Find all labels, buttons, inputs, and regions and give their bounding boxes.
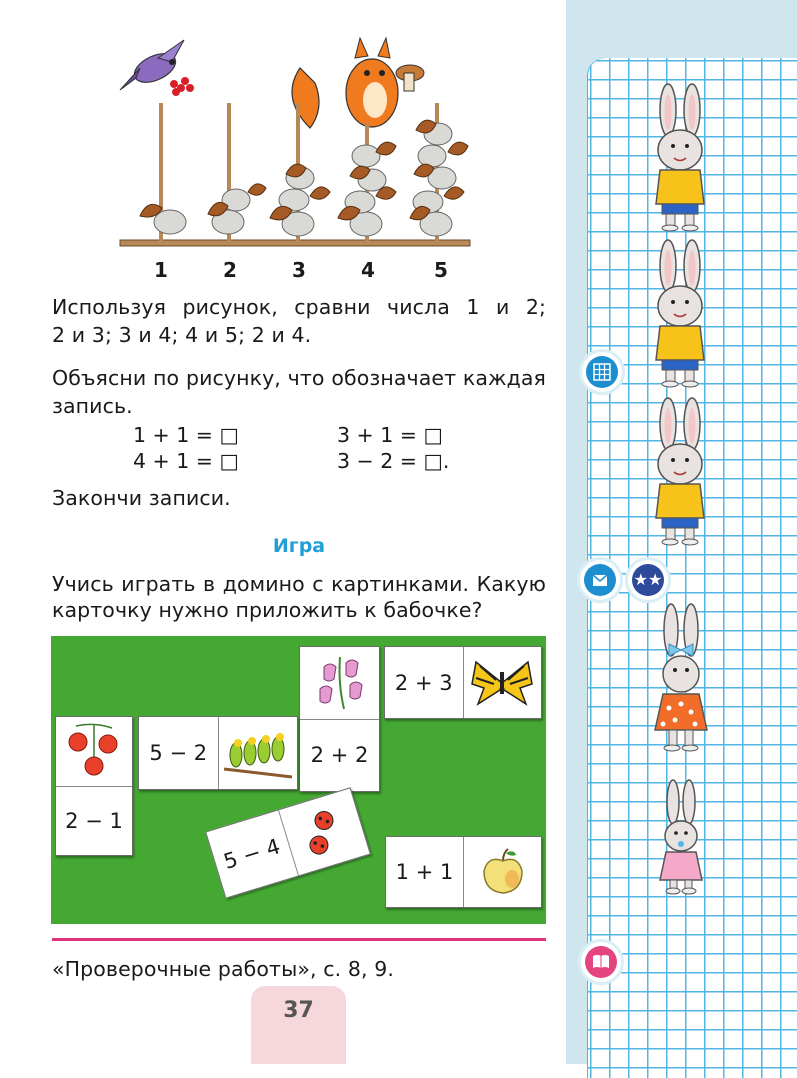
- domino-bells-half: [300, 647, 379, 719]
- bunny-baby-icon: [650, 778, 712, 896]
- equation-4: 3 − 2 = □.: [337, 449, 450, 473]
- bellflower-icon: [310, 653, 370, 713]
- game-task-icon[interactable]: [580, 560, 620, 600]
- page-number: 37: [283, 998, 314, 1023]
- domino-2-plus-3-half: 2 + 3: [394, 670, 453, 695]
- abacus-label-1: 1: [154, 258, 168, 282]
- domino-5-minus-2-parrots[interactable]: [138, 716, 298, 790]
- grid-icon: [593, 363, 611, 381]
- abacus-label-5: 5: [434, 258, 448, 282]
- game-text-line-2: карточку нужно приложить к бабочке?: [52, 598, 483, 622]
- domino-2-minus-1-half: 2 − 1: [56, 786, 132, 856]
- footer-divider: [52, 938, 546, 941]
- task-explain-line-1: Объясни по рисунку, что обозначает каждая: [52, 366, 546, 390]
- equation-2: 3 + 1 = □: [337, 423, 443, 447]
- game-heading: Игра: [272, 535, 326, 557]
- workbook-reference-icon[interactable]: [581, 942, 621, 982]
- domino-parrots-half: [218, 717, 298, 789]
- star-icon: ★★: [633, 570, 663, 589]
- abacus-label-2: 2: [223, 258, 237, 282]
- squirrel-icon: [292, 38, 424, 128]
- bunny-yellow-1-icon: [640, 82, 720, 232]
- domino-1-plus-1-apple[interactable]: [385, 836, 542, 908]
- book-icon: [592, 954, 610, 970]
- bunny-yellow-3-icon: [640, 396, 720, 546]
- tomatoes-icon: [66, 722, 122, 780]
- domino-1-plus-1-half: 1 + 1: [395, 860, 454, 884]
- bird-icon: [120, 40, 194, 96]
- domino-5-minus-2-half: 5 − 2: [149, 741, 208, 765]
- task-compare-line-2: 2 и 3; 3 и 4; 4 и 5; 2 и 4.: [52, 323, 312, 347]
- task-finish: Закончи записи.: [52, 486, 231, 510]
- abacus-label-3: 3: [292, 258, 306, 282]
- bunny-yellow-2-icon: [640, 238, 720, 388]
- equation-3: 4 + 1 = □: [133, 449, 239, 473]
- game-text-line-1: Учись играть в домино с картинками. Какую: [52, 572, 546, 596]
- ladybug-icon: [293, 801, 355, 863]
- envelope-icon: [591, 571, 609, 589]
- parrots-icon: [222, 725, 294, 781]
- domino-tomatoes-2-minus-1[interactable]: [55, 716, 133, 856]
- domino-butterfly-half: [463, 647, 542, 718]
- task-explain-line-2: запись.: [52, 394, 133, 418]
- task-compare-line-1: Используя рисунок, сравни числа 1 и 2;: [52, 295, 546, 319]
- stars-task-icon[interactable]: [628, 560, 668, 600]
- abacus-illustration: [110, 28, 480, 258]
- workbook-reference: «Проверочные работы», с. 8, 9.: [52, 957, 394, 981]
- domino-2-plus-2-half: 2 + 2: [300, 719, 379, 792]
- grid-task-icon[interactable]: [582, 352, 622, 392]
- domino-5-minus-4-half: 5 − 4: [220, 834, 283, 874]
- domino-2-plus-3-butterfly[interactable]: [384, 646, 542, 719]
- apple-icon: [480, 847, 526, 897]
- bunny-dress-icon: [645, 600, 717, 755]
- butterfly-icon: [470, 658, 534, 708]
- domino-bells-2-plus-2[interactable]: [299, 646, 380, 792]
- domino-apple-half: [463, 837, 541, 907]
- domino-tomatoes-half: [56, 717, 132, 786]
- abacus-label-4: 4: [361, 258, 375, 282]
- equation-1: 1 + 1 = □: [133, 423, 239, 447]
